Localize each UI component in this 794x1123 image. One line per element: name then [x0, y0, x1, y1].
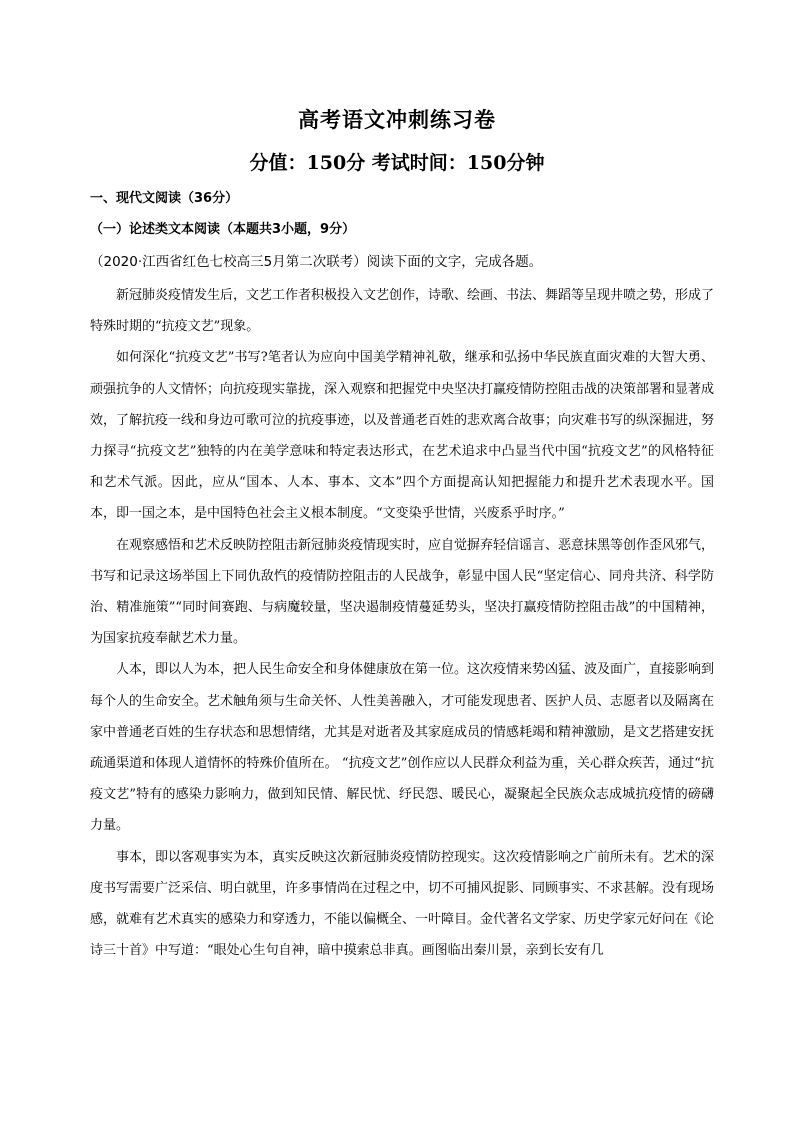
passage-paragraph: 在观察感悟和艺术反映防控阻击新冠肺炎疫情现实时，应自觉摒弃轻信谣言、恶意抹黑等创作歪风邪气，书写和记录这场举国上下同仇敌忾的疫情防控阻击的人民战争，彰显中国人民“坚定信心、同舟共济、科学防治、精准施策”“同时间赛跑、与病魔较量，坚决遏制疫情蔓延势头，坚决打赢疫情防控阻击战”的中国精神，为国家抗疫奉献艺术力量。: [90, 537, 715, 647]
passage-paragraph: 新冠肺炎疫情发生后，文艺工作者积极投入文艺创作，诗歌、绘画、书法、舞蹈等呈现井喷之势，形成了特殊时期的“抗疫文艺”现象。: [90, 288, 715, 335]
reading-passage: [90, 280, 714, 966]
section-heading: 一、现代文阅读（36分）: [90, 191, 239, 206]
passage-paragraph: 人本，即以人为本，把人民生命安全和身体健康放在第一位。这次疫情来势凶猛、波及面广，直接影响到每个人的生命安全。艺术触角须与生命关怀、人性美善融入，才可能发现患者、医护人员、志愿者以及隔离在家中普通老百姓的生存状态和思想情绪，尤其是对逝者及其家庭成员的情感耗竭和精神激励，是文艺搭建安抚疏通渠道和体现人道情怀的特殊价值所在。 “抗疫文艺”创作应以人民群众利益为重，关心群众疾苦，通过“抗疫文艺”特有的感染力影响力，做到知民情、解民忧、纾民怨、暖民心，凝聚起全民族众志成城抗疫情的磅礴力量。: [90, 662, 715, 834]
page-title: 高考语文冲刺练习卷: [298, 107, 496, 132]
passage-paragraph: 如何深化“抗疫文艺”书写?笔者认为应向中国美学精神礼敬，继承和弘扬中华民族直面灾难的大智大勇、顽强抗争的人文情怀；向抗疫现实靠拢，深入观察和把握党中央坚决打赢疫情防控阻击战的决策部署和显著成效，了解抗疫一线和身边可歌可泣的抗疫事迹，以及普通老百姓的悲欢离合故事；向灾难书写的纵深掘进，努力探寻“抗疫文艺”独特的内在美学意味和特定表达形式，在艺术追求中凸显当代中国“抗疫文艺”的风格特征和艺术气派。因此，应从“国本、人本、事本、文本”四个方面提高认知把握能力和提升艺术表现水平。国本，即一国之本，是中国特色社会主义根本制度。“文变染乎世情，兴废系乎时序。”: [90, 350, 715, 522]
passage-paragraph: 事本，即以客观事实为本，真实反映这次新冠肺炎疫情防控现实。这次疫情影响之广前所未有。艺术的深度书写需要广泛采信、明白就里，许多事情尚在过程之中，切不可捕风捉影、同顾事实、不求甚解。没有现场感，就难有艺术真实的感染力和穿透力，不能以偏概全、一叶障目。金代著名文学家、历史学家元好问在《论诗三十首》中写道：“眼处心生句自神，暗中摸索总非真。画图临出秦川景，亲到长安有几: [90, 849, 715, 959]
subsection-heading: （一）论述类文本阅读（本题共3小题，9分）: [90, 222, 356, 237]
score-time-subtitle: 分值：150分 考试时间：150分钟: [249, 152, 545, 174]
passage-source-line: （2020·江西省红色七校高三5月第二次联考）阅读下面的文字，完成各题。: [90, 254, 543, 270]
